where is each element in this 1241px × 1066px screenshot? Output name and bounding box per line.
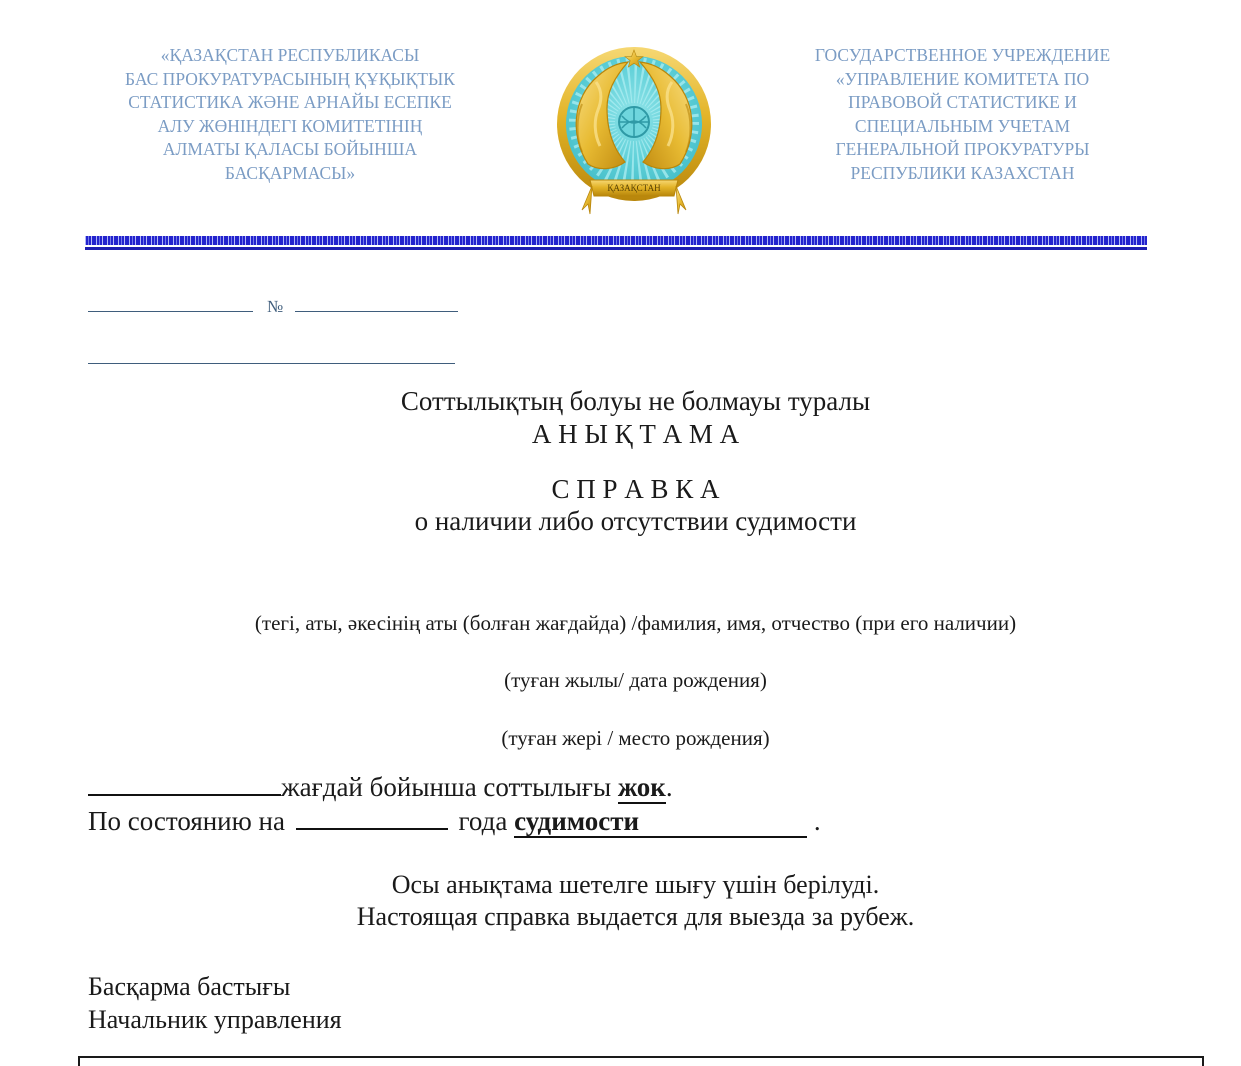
document-title-kazakh bbox=[30, 385, 1241, 451]
issuer-line: «УПРАВЛЕНИЕ КОМИТЕТА ПО bbox=[835, 68, 1090, 89]
document-title-russian bbox=[30, 473, 1241, 537]
title-kk-line2: А Н Ы Қ Т А М А bbox=[531, 419, 740, 449]
issuer-line: БАСҚАРМАСЫ» bbox=[224, 162, 356, 183]
title-ru-line2: о наличии либо отсутствии судимости bbox=[414, 506, 857, 536]
number-sign: № bbox=[267, 297, 284, 316]
signatory-title-russian: Начальник управления bbox=[88, 1005, 342, 1034]
statement-kk-period: . bbox=[665, 772, 673, 802]
statement-kk-blank-line bbox=[88, 776, 281, 796]
statement-ru-period: . bbox=[813, 806, 821, 836]
issuer-line: РЕСПУБЛИКИ КАЗАХСТАН bbox=[850, 162, 1075, 183]
statement-ru-blank-line bbox=[639, 820, 807, 830]
header-divider-rule bbox=[85, 247, 1147, 250]
issuer-line: СПЕЦИАЛЬНЫМ УЧЕТАМ bbox=[854, 115, 1071, 136]
number-blank-line bbox=[295, 297, 458, 312]
statement-ru-value: судимости bbox=[514, 806, 640, 836]
issuer-line: СТАТИСТИКА ЖӘНЕ АРНАЙЫ ЕСЕПКЕ bbox=[128, 92, 452, 112]
statement-ru-prefix: По состоянию на bbox=[88, 806, 285, 836]
title-ru-line1: С П Р А В К А bbox=[551, 474, 720, 504]
issuer-line: «ҚАЗАҚСТАН РЕСПУБЛИКАСЫ bbox=[160, 45, 420, 65]
issuer-line: ПРАВОВОЙ СТАТИСТИКЕ И bbox=[848, 92, 1077, 112]
microprint-security-band bbox=[85, 236, 1147, 245]
purpose-block bbox=[30, 869, 1241, 933]
birth-place-caption: (туған жері / место рождения) bbox=[501, 726, 770, 750]
issuer-line: ГЕНЕРАЛЬНОЙ ПРОКУРАТУРЫ bbox=[835, 139, 1090, 159]
emblem-banner-text: ҚАЗАҚСТАН bbox=[607, 183, 661, 193]
issuer-line: АЛМАТЫ ҚАЛАСЫ БОЙЫНША bbox=[162, 139, 418, 159]
purpose-russian: Настоящая справка выдается для выезда за рубеж. bbox=[356, 902, 915, 931]
birth-date-caption: (туған жылы/ дата рождения) bbox=[504, 668, 767, 692]
title-kk-line1: Соттылықтың болуы не болмауы туралы bbox=[400, 386, 871, 416]
signatory-title-kazakh: Басқарма бастығы bbox=[88, 972, 291, 1001]
issuer-name-kazakh bbox=[85, 44, 495, 185]
reference-row bbox=[88, 297, 458, 317]
statement-ru-date-blank-line bbox=[296, 810, 448, 830]
full-name-caption: (тегі, аты, әкесінің аты (болған жағдайда) /фамилия, имя, отчество (при его наличии) bbox=[254, 611, 1017, 635]
statement-kk-text: жағдай бойынша соттылығы bbox=[281, 772, 612, 802]
reference-blank-line bbox=[88, 349, 455, 364]
issuer-name-russian bbox=[770, 44, 1155, 185]
statement-kazakh bbox=[88, 772, 673, 803]
statement-ru-middle: года bbox=[458, 806, 508, 836]
date-blank-line bbox=[88, 297, 253, 312]
statement-russian bbox=[88, 806, 821, 837]
footer-box bbox=[78, 1056, 1204, 1066]
issuer-line: АЛУ ЖӨНІНДЕГІ КОМИТЕТІНІҢ bbox=[157, 115, 423, 136]
issuer-line: ГОСУДАРСТВЕННОЕ УЧРЕЖДЕНИЕ bbox=[814, 45, 1111, 65]
reference-row-2 bbox=[88, 349, 455, 369]
purpose-kazakh: Осы анықтама шетелге шығу үшін берілуді. bbox=[391, 870, 880, 899]
statement-kk-value: жок bbox=[617, 772, 666, 802]
signature-block bbox=[88, 970, 342, 1036]
issuer-line: БАС ПРОКУРАТУРАСЫНЫҢ ҚҰҚЫҚТЫК bbox=[125, 68, 455, 89]
kazakhstan-emblem-icon bbox=[552, 34, 717, 216]
